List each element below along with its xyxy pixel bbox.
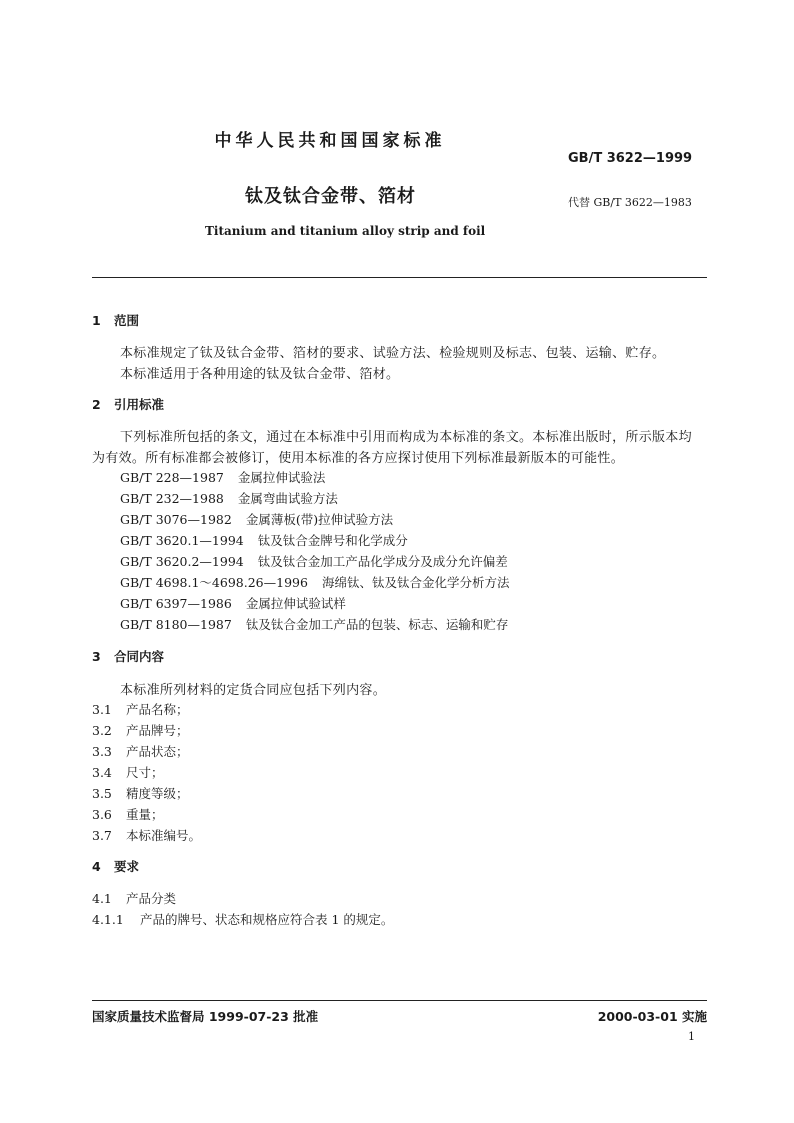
section-title: 引用标准	[114, 397, 165, 412]
list-item	[92, 763, 164, 781]
item-number: 4.1.1	[92, 912, 124, 927]
paragraph: 本标准规定了钛及钛合金带、箔材的要求、试验方法、检验规则及标志、包装、运输、贮存。	[120, 346, 666, 361]
header-divider	[92, 277, 707, 278]
replaces-standard: 代替 GB/T 3622—1983	[568, 196, 692, 209]
section-3-heading	[92, 647, 164, 665]
document-title: 钛及钛合金带、箔材	[245, 186, 416, 207]
reference-title: 金属弯曲试验方法	[237, 491, 338, 506]
reference-code: GB/T 3620.2—1994	[120, 554, 244, 569]
reference-title: 海绵钛、钛及钛合金化学分析方法	[321, 575, 510, 590]
section-2-heading	[92, 395, 164, 413]
item-text: 精度等级；	[126, 786, 189, 801]
national-standard-heading: 中华人民共和国国家标准	[214, 131, 446, 151]
reference-code: GB/T 8180—1987	[120, 617, 232, 632]
paragraph: 本标准适用于各种用途的钛及钛合金带、箔材。	[120, 367, 400, 382]
item-text: 产品的牌号、状态和规格应符合表 1 的规定。	[140, 912, 394, 927]
item-number: 3.2	[92, 723, 112, 738]
reference-title: 金属拉伸试验试样	[245, 596, 346, 611]
reference-code: GB/T 232—1988	[120, 491, 224, 506]
reference-title: 金属拉伸试验法	[237, 470, 326, 485]
item-text: 重量；	[126, 807, 164, 822]
item-number: 3.4	[92, 765, 112, 780]
item-number: 3.1	[92, 702, 112, 717]
reference-item	[120, 489, 338, 507]
approval-note: 国家质量技术监督局 1999-07-23 批准	[92, 1009, 319, 1024]
reference-title: 钛及钛合金牌号和化学成分	[257, 533, 408, 548]
list-item	[92, 910, 393, 928]
item-number: 3.6	[92, 807, 112, 822]
section-title: 合同内容	[114, 649, 165, 664]
reference-item	[120, 573, 509, 591]
paragraph: 本标准所列材料的定货合同应包括下列内容。	[120, 683, 387, 698]
item-number: 3.5	[92, 786, 112, 801]
paragraph-line: 下列标准所包括的条文，通过在本标准中引用而构成为本标准的条文。本标准出版时，所示版本均	[120, 430, 692, 445]
item-text: 尺寸；	[126, 765, 164, 780]
reference-code: GB/T 6397—1986	[120, 596, 232, 611]
item-text: 产品牌号；	[126, 723, 189, 738]
reference-title: 钛及钛合金加工产品化学成分及成分允许偏差	[257, 554, 508, 569]
item-text: 本标准编号。	[126, 828, 202, 843]
page-number: 1	[688, 1030, 695, 1043]
section-1-heading	[92, 311, 139, 329]
section-4-heading	[92, 857, 139, 875]
footer-divider	[92, 1000, 707, 1001]
reference-item	[120, 468, 325, 486]
section-title: 要求	[114, 859, 140, 874]
section-number: 2	[92, 397, 101, 412]
section-number: 3	[92, 649, 101, 664]
list-item	[92, 742, 189, 760]
standard-code: GB/T 3622—1999	[568, 151, 693, 166]
reference-code: GB/T 4698.1～4698.26—1996	[120, 575, 308, 590]
reference-item	[120, 594, 346, 612]
item-text: 产品分类	[126, 891, 177, 906]
section-number: 4	[92, 859, 101, 874]
reference-code: GB/T 228—1987	[120, 470, 224, 485]
reference-title: 钛及钛合金加工产品的包装、标志、运输和贮存	[245, 617, 509, 632]
item-number: 3.7	[92, 828, 112, 843]
item-text: 产品状态；	[126, 744, 189, 759]
list-item	[92, 889, 176, 907]
paragraph-line: 为有效。所有标准都会被修订，使用本标准的各方应探讨使用下列标准最新版本的可能性。	[92, 451, 625, 466]
section-number: 1	[92, 313, 101, 328]
list-item	[92, 805, 164, 823]
section-title: 范围	[114, 313, 140, 328]
reference-item	[120, 510, 393, 528]
item-text: 产品名称；	[126, 702, 189, 717]
list-item	[92, 826, 201, 844]
reference-code: GB/T 3620.1—1994	[120, 533, 244, 548]
item-number: 4.1	[92, 891, 112, 906]
reference-item	[120, 615, 508, 633]
reference-code: GB/T 3076—1982	[120, 512, 232, 527]
reference-item	[120, 531, 408, 549]
reference-item	[120, 552, 508, 570]
list-item	[92, 700, 189, 718]
item-number: 3.3	[92, 744, 112, 759]
list-item	[92, 721, 189, 739]
implementation-note: 2000-03-01 实施	[597, 1009, 707, 1024]
document-title-english: Titanium and titanium alloy strip and foil	[205, 224, 486, 238]
reference-title: 金属薄板(带)拉伸试验方法	[245, 512, 394, 527]
list-item	[92, 784, 189, 802]
